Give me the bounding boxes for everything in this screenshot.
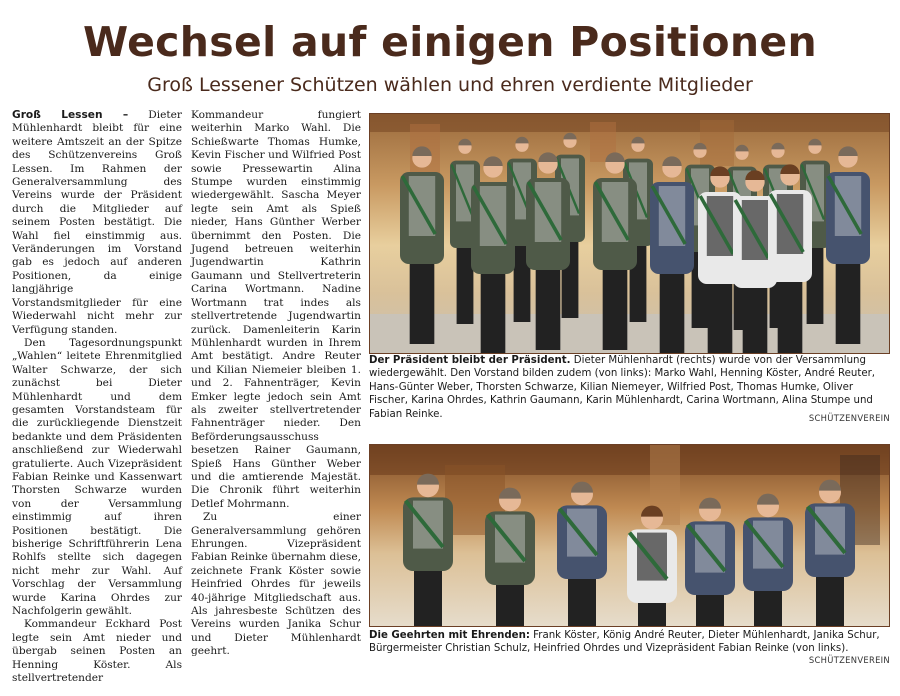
- dateline: Groß Lessen –: [12, 109, 129, 121]
- article-paragraph: Kommandeur fungiert weiterhin Marko Wahl. Die Schießwarte Thomas Humke, Kevin Fischer und Wilfried Post sowie Pressewartin Alina Stumpe wurden einstimmig wiedergewählt. Sascha Meyer legte sein Amt als Spieß nieder, Hans Günther Werber übernimmt den Posten. Die Jugend betreuen weiterhin Jugendwartin Kathrin Gaumann und Stellvertreterin Carina Wortmann. Nadine Wortmann trat indes als stellvertretende Jugendwartin zurück. Damenleiterin Karin Mühlenhardt wurden in Ihrem Amt bestätigt. Andre Reuter und Kilian Niemeier bleiben 1. und 2. Fahnenträger, Kevin Emker legte jedoch sein Amt als zweiter stellvertretender Fahnenträger nieder. Den Beförderungsausschuss besetzen Rainer Gaumann, Spieß Hans Günther Weber und die amtierende Majestät. Die Chronik führt weiterhin Detlef Mohrmann.: [191, 109, 361, 510]
- article-column-2: [191, 109, 361, 659]
- caption-bold: Die Geehrten mit Ehrenden:: [369, 630, 530, 641]
- caption-text: Frank Köster, König André Reuter, Dieter Mühlenhardt, Janika Schur, Bürgermeister Christian Schulz, Heinfried Ohrdes und Vizepräsident Fabian Reinke (von links).: [369, 630, 880, 655]
- article-paragraph: Kommandeur Eckhard Post legte sein Amt nieder und übergab seinen Posten an Henning Köster. Als stellvertretender: [12, 618, 182, 685]
- person-figure: [557, 482, 607, 626]
- group-photo-board-image: [370, 114, 889, 353]
- subheadline: Groß Lessener Schützen wählen und ehren verdiente Mitglieder: [147, 74, 753, 96]
- group-photo-honorees-image: [370, 445, 889, 626]
- headline: Wechsel auf einigen Positionen: [83, 18, 817, 66]
- caption-text: Dieter Mühlenhardt (rechts) wurde von der Versammlung wiedergewählt. Den Vorstand bilden zudem (von links): Marko Wahl, Henning Köster, André Reuter, Hans-Günter Weber, Thorsten Schwarze, Kilian Niemeyer, Wilfried Post, Thomas Humke, Oliver Fischer, Karina Ohrdes, Kathrin Gaumann, Karin Mühlenhardt, Carina Wortmann, Alina Stumpe und Fabian Reinke.: [369, 355, 876, 420]
- photo1-credit: SCHÜTZENVEREIN: [808, 413, 890, 423]
- article-column-1: [12, 109, 182, 685]
- photo1-caption: [369, 354, 890, 421]
- caption-bold: Der Präsident bleibt der Präsident.: [369, 355, 571, 366]
- group-photo-honorees: [369, 444, 890, 627]
- article-paragraph: Zu einer Generalversammlung gehören Ehrungen. Vizepräsident Fabian Reinke übernahm diese, zeichnete Frank Köster sowie Heinfried Ohrdes für jeweils 40-jährige Mitgliedschaft aus. Als jahresbeste Schützen des Vereins wurden Janika Schur und Dieter Mühlenhardt geehrt.: [191, 511, 361, 658]
- photo2-credit: SCHÜTZENVEREIN: [808, 655, 890, 665]
- article-paragraph: Den Tagesordnungspunkt „Wahlen“ leitete Ehrenmitglied Walter Schwarze, der sich zunächst bei Dieter Mühlenhardt und dem gesamten Vorstandsteam für die zurückliegende Dienstzeit bedankte und dem Präsidenten anschließend zur Wiederwahl gratulierte. Auch Vizepräsident Fabian Reinke und Kassenwart Thorsten Schwarze wurden von der Versammlung einstimmig auf ihren Positionen bestätigt. Die bisherige Schriftführerin Lena Rohlfs stellte sich dagegen nicht mehr zur Wahl. Auf Vorschlag der Versammlung wurde Karina Ohrdes zur Nachfolgerin gewählt.: [12, 336, 182, 618]
- article-paragraph: [12, 109, 182, 337]
- person-figure: [685, 498, 735, 626]
- person-figure: [743, 494, 793, 626]
- paragraph-text: Dieter Mühlenhardt bleibt für eine weitere Amtszeit an der Spitze des Schützenvereins Groß Lessen. Im Rahmen der Generalversammlung des Vereins wurde der Präsident durch die Mitglieder auf seinem Posten bestätigt. Die Wahl fiel einstimmig aus. Veränderungen im Vorstand gab es jedoch auf anderen Positionen, da einige langjährige Vorstandsmitglieder für eine Wiederwahl nicht mehr zur Verfügung standen.: [12, 109, 182, 336]
- group-photo-board: [369, 113, 890, 354]
- photo2-caption: [369, 629, 890, 656]
